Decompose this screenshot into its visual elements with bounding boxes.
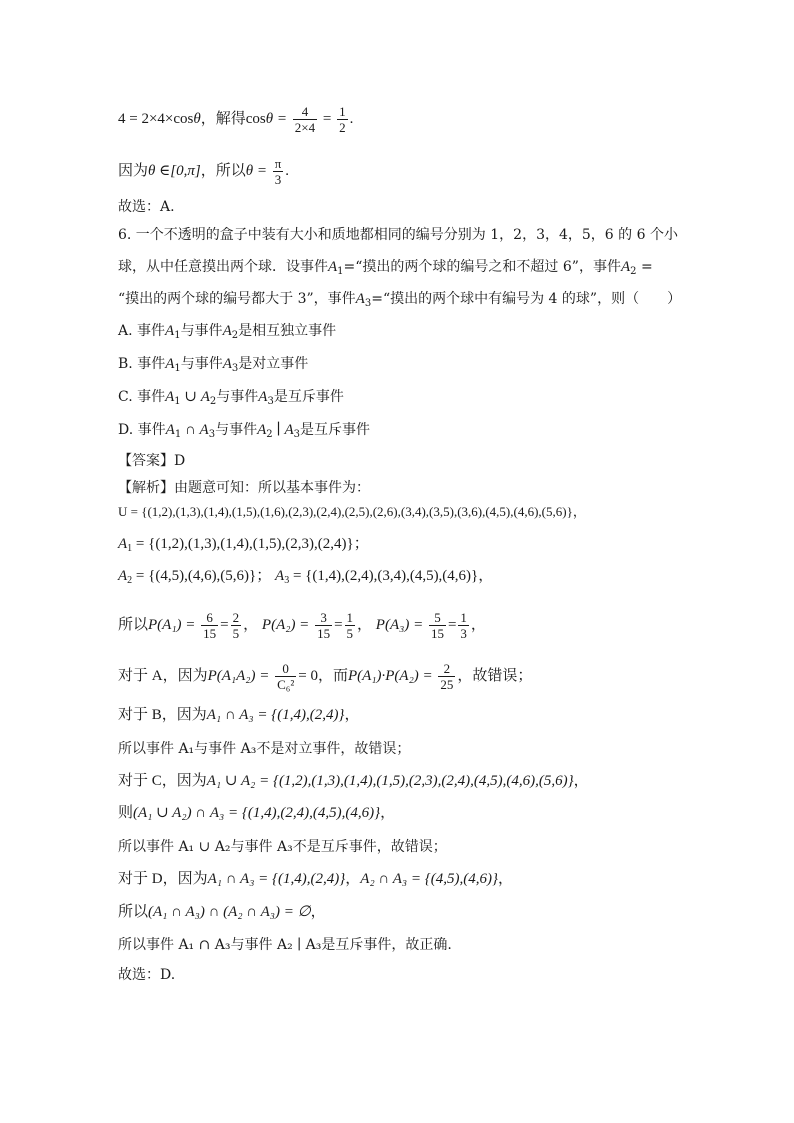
option-b: B. 事件$A_1$与事件$A_3$是对立事件 xyxy=(118,356,309,374)
question-6-line-2: 球，从中任意摸出两个球．设事件$A_1=“$摸出的两个球的编号之和不超过 6”，事件$A_2$ = xyxy=(118,259,653,277)
question-6-line-1: 6. 一个不透明的盒子中装有大小和质地都相同的编号分别为 1，2，3，4，5，6 的 6 个小 xyxy=(118,227,678,243)
fraction: $\frac{1}{3}$ xyxy=(460,610,467,641)
fraction: $\frac{0}{\text{C₆²}}$ xyxy=(277,661,295,692)
fraction: $\frac{1}{5}$ xyxy=(346,610,354,641)
choose-answer-a: 故选：A. xyxy=(118,199,175,215)
fraction: $\frac{1}{2}$ xyxy=(339,104,346,135)
analysis-d-conclusion: 所以事件 A₁ ∩ A₃与事件 A₂ ∣ A₃是互斥事件，故正确. xyxy=(118,937,452,953)
analysis-label: 【解析】由题意可知：所以基本事件为： xyxy=(118,480,370,496)
option-d: D. 事件$A_1$ ∩ $A_3$与事件$A_2$ ∣ $A_3$是互斥事件 xyxy=(118,422,371,440)
analysis-d: 对于 D，因为A₁ ∩ A₃ = {(1,4),(2,4)}，A₂ ∩ A₃ = {(4,5),(4,6)}， xyxy=(118,871,513,887)
set-a2-a3: $A_2 = \{(4,5),(4,6),(5,6)\}$； $A_3 = \{(1,4),(2,4),(3,4),(4,5),(4,6)\}$， xyxy=(118,568,494,586)
question-6-line-3: “摸出的两个球的编号都大于 3”，事件$A_3=“$摸出的两个球中有编号为 4 的球”，则（ ） xyxy=(118,291,682,309)
fraction: $\frac{3}{15}$ xyxy=(317,610,331,641)
fraction: $\frac{5}{15}$ xyxy=(430,610,444,641)
fraction: $\frac{6}{15}$ xyxy=(203,610,217,641)
option-a: A. 事件$A_1$与事件$A_2$是相互独立事件 xyxy=(118,323,337,341)
answer-label: 【答案】D xyxy=(118,453,186,469)
analysis-c-2: 则(A₁ ∪ A₂) ∩ A₃ = {(1,4),(2,4),(4,5),(4,6)}， xyxy=(118,805,396,821)
fraction: $\frac{2}{5}$ xyxy=(232,610,240,641)
theta-eq: θ = xyxy=(265,110,288,127)
probabilities-line: 所以P(A₁) = $\frac{6}{15}$ = $\frac{2}{5}$ ， P(A₂) = $\frac{3}{15}$ = $\frac{1}{5}$ ， P(A₃) = $\frac{5}{15}$ = $\frac{1}{3}$ ， xyxy=(118,610,486,641)
fraction: $\frac{\pi}{3}$ xyxy=(274,156,282,187)
sample-space-u: U = {(1,2),(1,3),(1,4),(1,5),(1,6),(2,3),(2,4),(2,5),(2,6),(3,4),(3,5),(3,6),(4,5),(4,6),(5,6)}， xyxy=(118,504,586,519)
analysis-a: 对于 A，因为P(A₁A₂) = $\frac{0}{\text{C₆²}}$ = 0，而P(A₁)·P(A₂) = $\frac{2}{25}$ ，故错误； xyxy=(118,661,533,692)
text-segment: ，解得 xyxy=(200,110,246,127)
solution-line-cos: 4 = 2×4×cosθ，解得cosθ = $\frac{4}{2\times 4}$ = $\frac{1}{2}$ . xyxy=(118,104,354,135)
analysis-b: 对于 B，因为A₁ ∩ A₃ = {(1,4),(2,4)}， xyxy=(118,707,360,723)
set-a1: $A_1 = \{(1,2),(1,3),(1,4),(1,5),(2,3),(2,4)\}$； xyxy=(118,536,369,554)
equation-text: 4 = 2×4×cos xyxy=(118,110,194,127)
fraction: $\frac{4}{2\times 4}$ xyxy=(294,104,316,135)
analysis-c-conclusion: 所以事件 A₁ ∪ A₂与事件 A₃不是互斥事件，故错误； xyxy=(118,839,447,855)
theta-symbol: θ xyxy=(193,110,201,127)
fraction: $\frac{2}{25}$ xyxy=(440,661,454,692)
analysis-d-2: 所以(A₁ ∩ A₃) ∩ (A₂ ∩ A₃) = ∅， xyxy=(118,904,326,920)
choose-answer-d: 故选：D. xyxy=(118,967,176,983)
solution-line-theta: 因为θ ∈[0,π]，所以θ = $\frac{\pi}{3}$ . xyxy=(118,156,290,187)
option-c: C. 事件$A_1$ ∪ $A_2$与事件$A_3$是互斥事件 xyxy=(118,389,344,407)
theta-range: θ ∈[0,π] xyxy=(148,162,201,179)
analysis-c: 对于 C，因为A₁ ∪ A₂ = {(1,2),(1,3),(1,4),(1,5),(2,3),(2,4),(4,5),(4,6),(5,6)}， xyxy=(118,773,589,789)
analysis-b-conclusion: 所以事件 A₁与事件 A₃不是对立事件，故错误； xyxy=(118,741,411,757)
cos-text: cos xyxy=(245,110,266,127)
